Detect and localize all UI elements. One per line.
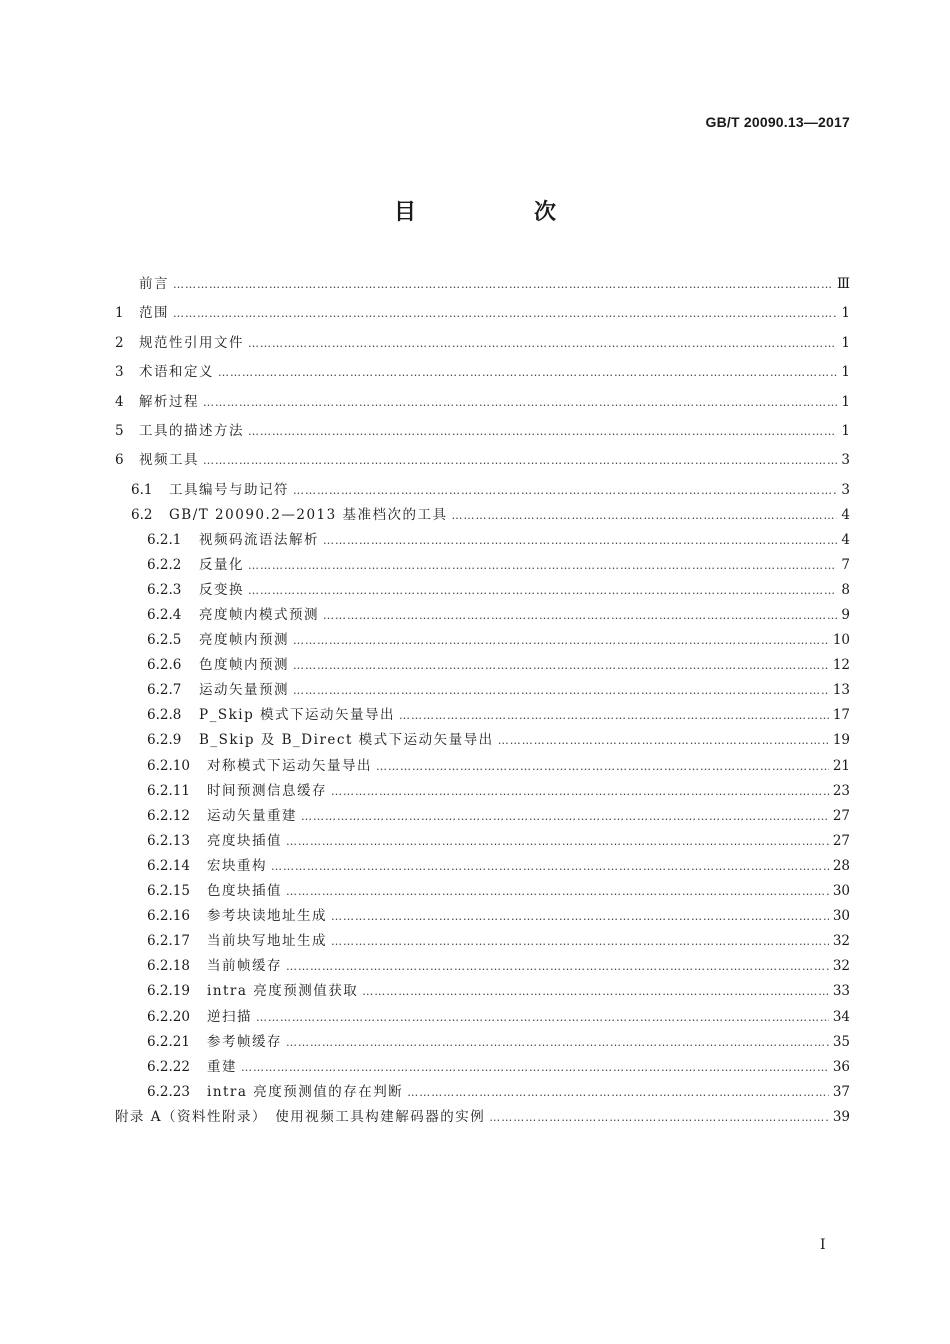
toc-entry-page: 27 [832,832,850,849]
toc-entry-label: 当前帧缓存 [207,958,282,975]
toc-leader-dots [203,396,837,409]
toc-level1-group [115,272,850,478]
toc-entry[interactable] [115,728,850,753]
toc-entry-number: 6 [115,452,124,469]
toc-entry[interactable] [115,779,850,804]
toc-entry-number: 6.2.11 [147,782,190,799]
toc-entry-number: 6.2.10 [147,757,190,774]
toc-entry-number: 6.2.13 [147,832,190,849]
toc-level2-group [115,478,850,528]
toc-leader-dots [399,709,829,722]
toc-leader-dots [248,425,837,438]
toc-entry-label: 解析过程 [139,393,199,410]
toc-entry-page: 35 [832,1033,850,1050]
toc-entry-page: 32 [832,933,850,950]
toc-entry-label: 重建 [207,1058,237,1075]
toc-entry[interactable] [115,1005,850,1030]
toc-entry-label: 色度帧内预测 [199,657,289,674]
toc-entry-label: 参考块读地址生成 [207,908,327,925]
toc-entry[interactable] [115,929,850,954]
toc-entry[interactable] [115,553,850,578]
toc-entry-label: 时间预测信息缓存 [207,782,327,799]
toc-entry[interactable] [115,603,850,628]
toc-entry-number: 6.2 [131,506,153,523]
toc-entry[interactable] [115,478,850,503]
toc-entry-label: intra 亮度预测值获取 [207,983,359,1000]
toc-entry-page: 39 [832,1108,850,1125]
toc-entry-number: 6.2.17 [147,933,190,950]
toc-leader-dots [498,734,829,747]
toc-entry-page: 21 [832,757,850,774]
toc-entry-label: 术语和定义 [139,364,214,381]
toc-leader-dots [293,634,829,647]
toc-leader-dots [301,810,829,823]
toc-entry[interactable] [115,360,850,389]
toc-entry[interactable] [115,503,850,528]
toc-entry-number: 6.2.20 [147,1008,190,1025]
toc-entry[interactable] [115,1080,850,1105]
toc-entry-label: P_Skip 模式下运动矢量导出 [199,707,396,724]
toc-entry-number: 6.2.12 [147,807,190,824]
toc-entry-page: 7 [841,556,850,573]
toc-entry-number: 1 [115,305,124,322]
toc-entry-number: 6.2.16 [147,908,190,925]
toc-entry-number: 6.2.1 [147,531,182,548]
toc-entry[interactable] [115,954,850,979]
toc-entry[interactable] [115,979,850,1004]
toc-entry-page: 3 [841,452,850,469]
toc-entry-label: 宏块重构 [207,857,267,874]
toc-leader-dots [323,609,837,622]
toc-entry-page: 1 [841,393,850,410]
toc-entry-label: 逆扫描 [207,1008,252,1025]
toc-entry[interactable] [115,678,850,703]
toc-entry-number: 6.2.19 [147,983,190,1000]
toc-entry-page: 1 [841,364,850,381]
toc-entry[interactable] [115,1030,850,1055]
toc-entry-label: 附录 A（资料性附录） 使用视频工具构建解码器的实例 [115,1108,486,1125]
toc-entry-page: 4 [841,531,850,548]
toc-entry-number: 6.2.9 [147,732,182,749]
toc-entry-number: 6.2.4 [147,607,182,624]
toc-entry-number: 6.2.15 [147,883,190,900]
toc-leader-dots [173,278,833,291]
toc-entry-label: 运动矢量预测 [199,682,289,699]
toc-entry-label: 运动矢量重建 [207,807,297,824]
toc-entry[interactable] [115,419,850,448]
toc-leader-dots [362,985,829,998]
toc-leader-dots [293,484,837,497]
toc-entry-label: 亮度帧内预测 [199,632,289,649]
toc-leader-dots [248,559,837,572]
toc-entry-page: 33 [832,983,850,1000]
toc-leader-dots [293,684,829,697]
toc-entry-page: 28 [832,857,850,874]
toc-entry[interactable] [115,703,850,728]
toc-entry-label: 参考帧缓存 [207,1033,282,1050]
toc-entry[interactable] [115,578,850,603]
toc-entry-label: B_Skip 及 B_Direct 模式下运动矢量导出 [199,732,494,749]
toc-entry[interactable] [115,272,850,301]
toc-entry-label: 亮度块插值 [207,832,282,849]
toc-entry-label: 对称模式下运动矢量导出 [207,757,372,774]
toc-entry-page: Ⅲ [836,276,850,292]
toc-entry-number: 6.2.23 [147,1083,190,1100]
toc-leader-dots [331,935,829,948]
toc-entry-number: 5 [115,422,124,439]
toc-leader-dots [331,910,829,923]
toc-entry[interactable] [115,628,850,653]
toc-entry-number: 6.2.21 [147,1033,190,1050]
toc-leader-dots [452,509,838,522]
toc-leader-dots [271,860,829,873]
toc-entry-number: 6.2.7 [147,682,182,699]
toc-entry-number: 2 [115,334,124,351]
toc-leader-dots [241,1061,829,1074]
toc-entry[interactable] [115,1055,850,1080]
toc-entry-page: 37 [832,1083,850,1100]
toc-entry-label: 反变换 [199,581,244,598]
toc-entry-page: 8 [841,581,850,598]
toc-leader-dots [376,760,829,773]
toc-entry-page: 9 [841,607,850,624]
toc-entry-label: intra 亮度预测值的存在判断 [207,1083,404,1100]
toc-leader-dots [407,1086,829,1099]
toc-entry-number: 6.2.2 [147,556,182,573]
toc-entry-page: 12 [832,657,850,674]
toc-entry[interactable] [115,829,850,854]
toc-leader-dots [286,885,829,898]
toc-leader-dots [173,307,837,320]
toc-entry-page: 3 [841,481,850,498]
toc-leader-dots [286,1036,829,1049]
toc-leader-dots [489,1111,829,1124]
toc-entry-number: 6.2.14 [147,857,190,874]
toc-entry-page: 30 [832,908,850,925]
toc-entry-number: 6.2.3 [147,581,182,598]
page-number: I [820,1237,826,1253]
toc-entry-page: 34 [832,1008,850,1025]
toc-entry-page: 32 [832,958,850,975]
toc-entry-page: 13 [832,682,850,699]
toc-leader-dots [293,659,829,672]
toc-entry-number: 6.2.8 [147,707,182,724]
toc-leader-dots [323,534,837,547]
toc-entry-number: 3 [115,364,124,381]
toc-entry-page: 27 [832,807,850,824]
toc-entry-page: 4 [841,506,850,523]
toc-entry[interactable] [115,448,850,477]
toc-entry-page: 10 [832,632,850,649]
toc-leader-dots [218,366,837,379]
toc-entry-number: 6.2.22 [147,1058,190,1075]
toc-entry-label: 工具编号与助记符 [169,481,289,498]
toc-entry-number: 6.2.6 [147,657,182,674]
toc-entry[interactable] [115,904,850,929]
toc-entry[interactable] [115,653,850,678]
toc-entry[interactable] [115,331,850,360]
toc-entry-number: 6.2.5 [147,632,182,649]
toc-entry-page: 23 [832,782,850,799]
table-of-contents [115,272,850,1134]
toc-entry-label: 反量化 [199,556,244,573]
toc-entry-label: GB/T 20090.2—2013 基准档次的工具 [169,506,448,523]
toc-entry-label: 视频工具 [139,452,199,469]
toc-entry-page: 19 [832,732,850,749]
toc-entry-number: 4 [115,393,124,410]
toc-entry-page: 36 [832,1058,850,1075]
toc-entry-label: 当前块写地址生成 [207,933,327,950]
toc-leader-dots [248,584,837,597]
toc-entry[interactable] [115,301,850,330]
toc-leader-dots [203,454,837,467]
toc-leader-dots [331,785,829,798]
toc-entry-appendix-a[interactable] [115,1105,850,1134]
toc-entry-label: 范围 [139,305,169,322]
toc-entry-number: 6.1 [131,481,153,498]
toc-entry-label: 工具的描述方法 [139,422,244,439]
toc-entry[interactable] [115,854,850,879]
toc-entry-label: 色度块插值 [207,883,282,900]
toc-entry-label: 视频码流语法解析 [199,531,319,548]
toc-entry[interactable] [115,804,850,829]
toc-leader-dots [248,337,837,350]
toc-entry-number: 6.2.18 [147,958,190,975]
toc-entry-label: 亮度帧内模式预测 [199,607,319,624]
page-title: 目 次 [393,200,604,225]
toc-entry-page: 30 [832,883,850,900]
toc-level3-group [115,528,850,1105]
toc-entry-page: 1 [841,422,850,439]
standard-code: GB/T 20090.13—2017 [705,114,850,130]
toc-entry-label: 前言 [139,276,169,292]
toc-entry-page: 17 [832,707,850,724]
toc-entry-page: 1 [841,305,850,322]
toc-entry[interactable] [115,754,850,779]
toc-entry[interactable] [115,879,850,904]
toc-entry-page: 1 [841,334,850,351]
toc-entry[interactable] [115,528,850,553]
toc-entry-label: 规范性引用文件 [139,334,244,351]
toc-leader-dots [286,835,829,848]
toc-leader-dots [286,960,829,973]
toc-leader-dots [256,1011,829,1024]
toc-entry[interactable] [115,390,850,419]
